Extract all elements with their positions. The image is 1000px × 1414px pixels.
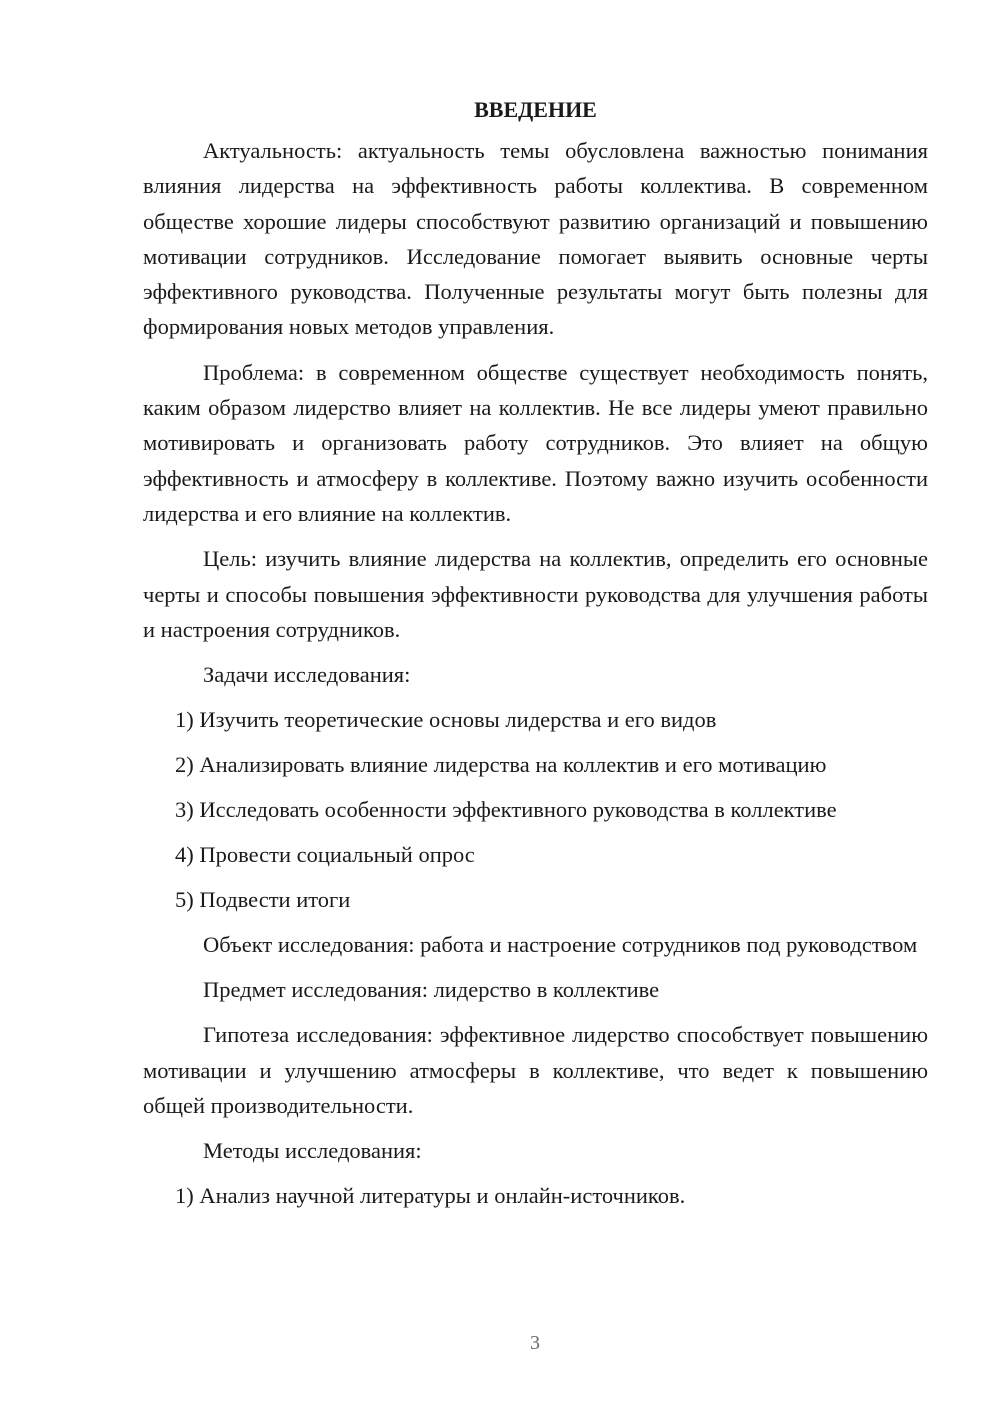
methods-heading: Методы исследования: (203, 1138, 422, 1164)
paragraph-hypothesis: Гипотеза исследования: эффективное лидерство способствует повышению мотивации и улучшению атмосферы в коллективе, что ведет к повышению общей производительности. (143, 1022, 928, 1119)
task-item: 3) Исследовать особенности эффективного руководства в коллективе (175, 797, 837, 823)
task-item: 4) Провести социальный опрос (175, 842, 475, 868)
paragraph-object: Объект исследования: работа и настроение сотрудников под руководством (203, 932, 918, 958)
task-item: 2) Анализировать влияние лидерства на коллектив и его мотивацию (175, 752, 827, 778)
section-title: ВВЕДЕНИЕ (474, 97, 597, 122)
task-item: 5) Подвести итоги (175, 887, 351, 913)
method-item: 1) Анализ научной литературы и онлайн-источников. (175, 1183, 686, 1209)
paragraph-goal: Цель: изучить влияние лидерства на коллектив, определить его основные черты и способы повышения эффективности руководства для улучшения работы и настроения сотрудников. (143, 546, 928, 642)
document-page (143, 92, 928, 1223)
tasks-heading: Задачи исследования: (203, 662, 411, 688)
page-number: 3 (530, 1332, 540, 1354)
paragraph-relevance: Актуальность: актуальность темы обусловлена важностью понимания влияния лидерства на эффективность работы коллектива. В современном обществе хорошие лидеры способствуют развитию организаций и повышению мотивации сотрудников. Исследование помогает выявить основные черты эффективного руководства. Полученные результаты могут быть полезны для формирования новых методов управления. (143, 138, 928, 340)
paragraph-problem: Проблема: в современном обществе существует необходимость понять, каким образом лидерство влияет на коллектив. Не все лидеры умеют правильно мотивировать и организовать работу сотрудников. Это влияет на общую эффективность и атмосферу в коллективе. Поэтому важно изучить особенности лидерства и его влияние на коллектив. (143, 359, 928, 526)
task-item: 1) Изучить теоретические основы лидерства и его видов (175, 707, 717, 733)
paragraph-subject: Предмет исследования: лидерство в коллективе (203, 977, 660, 1003)
